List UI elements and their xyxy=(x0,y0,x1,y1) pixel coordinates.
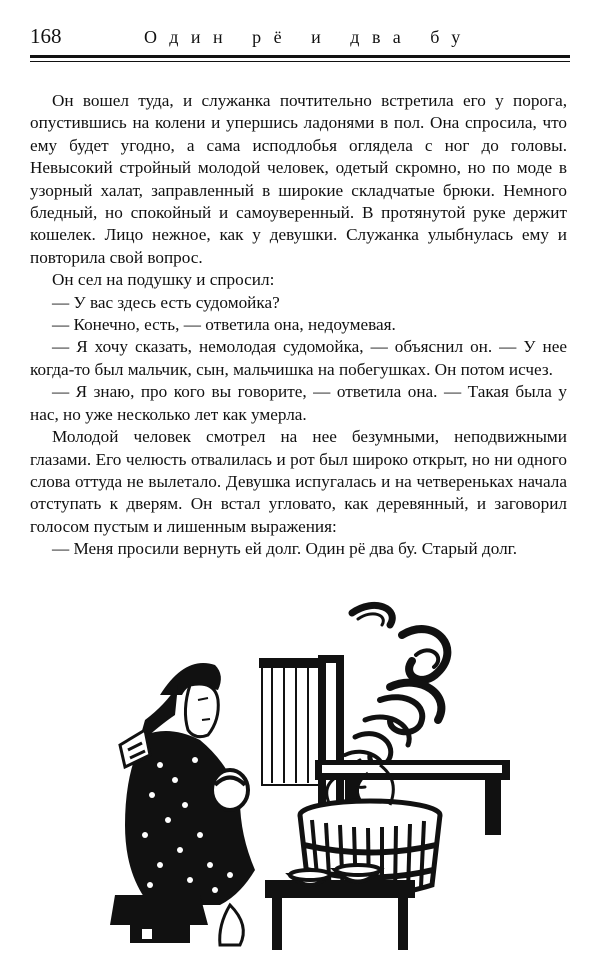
paragraph: — Я хочу сказать, немолодая судомойка, — объяснил он. — У нее когда-то был мальчик, сын, мальчишка на побегушках. Он потом исчез. xyxy=(30,337,567,379)
page-header xyxy=(30,22,570,52)
woodcut-illustration xyxy=(90,595,520,955)
page-number: 168 xyxy=(30,24,62,48)
paragraph: Молодой человек смотрел на нее безумными, неподвижными глазами. Его челюсть отвалилась и рот был широко открыт, но ни одного слова оттуда не вылетало. Девушка испугалась и на четвереньках начала отступать к дверям. Он встал угловато, как деревянный, и заговорил голосом пустым и лишенным выражения: xyxy=(30,427,567,536)
kneeling-woman xyxy=(110,663,255,945)
running-title: Один рё и два бу xyxy=(144,27,473,47)
paragraph: Он сел на подушку и спросил: xyxy=(52,270,275,290)
paragraph: — У вас здесь есть судомойка? xyxy=(52,292,280,312)
paragraph: Он вошел туда, и служанка почтительно встретила его у порога, опустившись на колени и упершись ладонями в пол. Она спросила, что ему будет угодно, а сама исподлобья оглядела с ног до головы. Невысокий стройный молодой человек, одетый скромно, но по моде в узорный халат, заправленный в широкие складчатые брюки. Немного бледный, но спокойный и самоуверенный. В протянутой руке держит кошелек. Лицо нежное, как у девушки. Служанка улыбнулась ему и повторила свой вопрос. xyxy=(30,91,567,267)
window-curtain xyxy=(260,659,322,785)
paragraph: — Конечно, есть, — ответила она, недоумевая. xyxy=(52,315,396,335)
header-rule-thick xyxy=(30,55,570,58)
paragraph: — Я знаю, про кого вы говорите, — ответила она. — Такая была у нас, но уже несколько лет как умерла. xyxy=(30,382,567,424)
body-text xyxy=(30,90,567,561)
header-rule-thin xyxy=(30,61,570,62)
paragraph: — Меня просили вернуть ей долг. Один рё два бу. Старый долг. xyxy=(52,539,518,559)
